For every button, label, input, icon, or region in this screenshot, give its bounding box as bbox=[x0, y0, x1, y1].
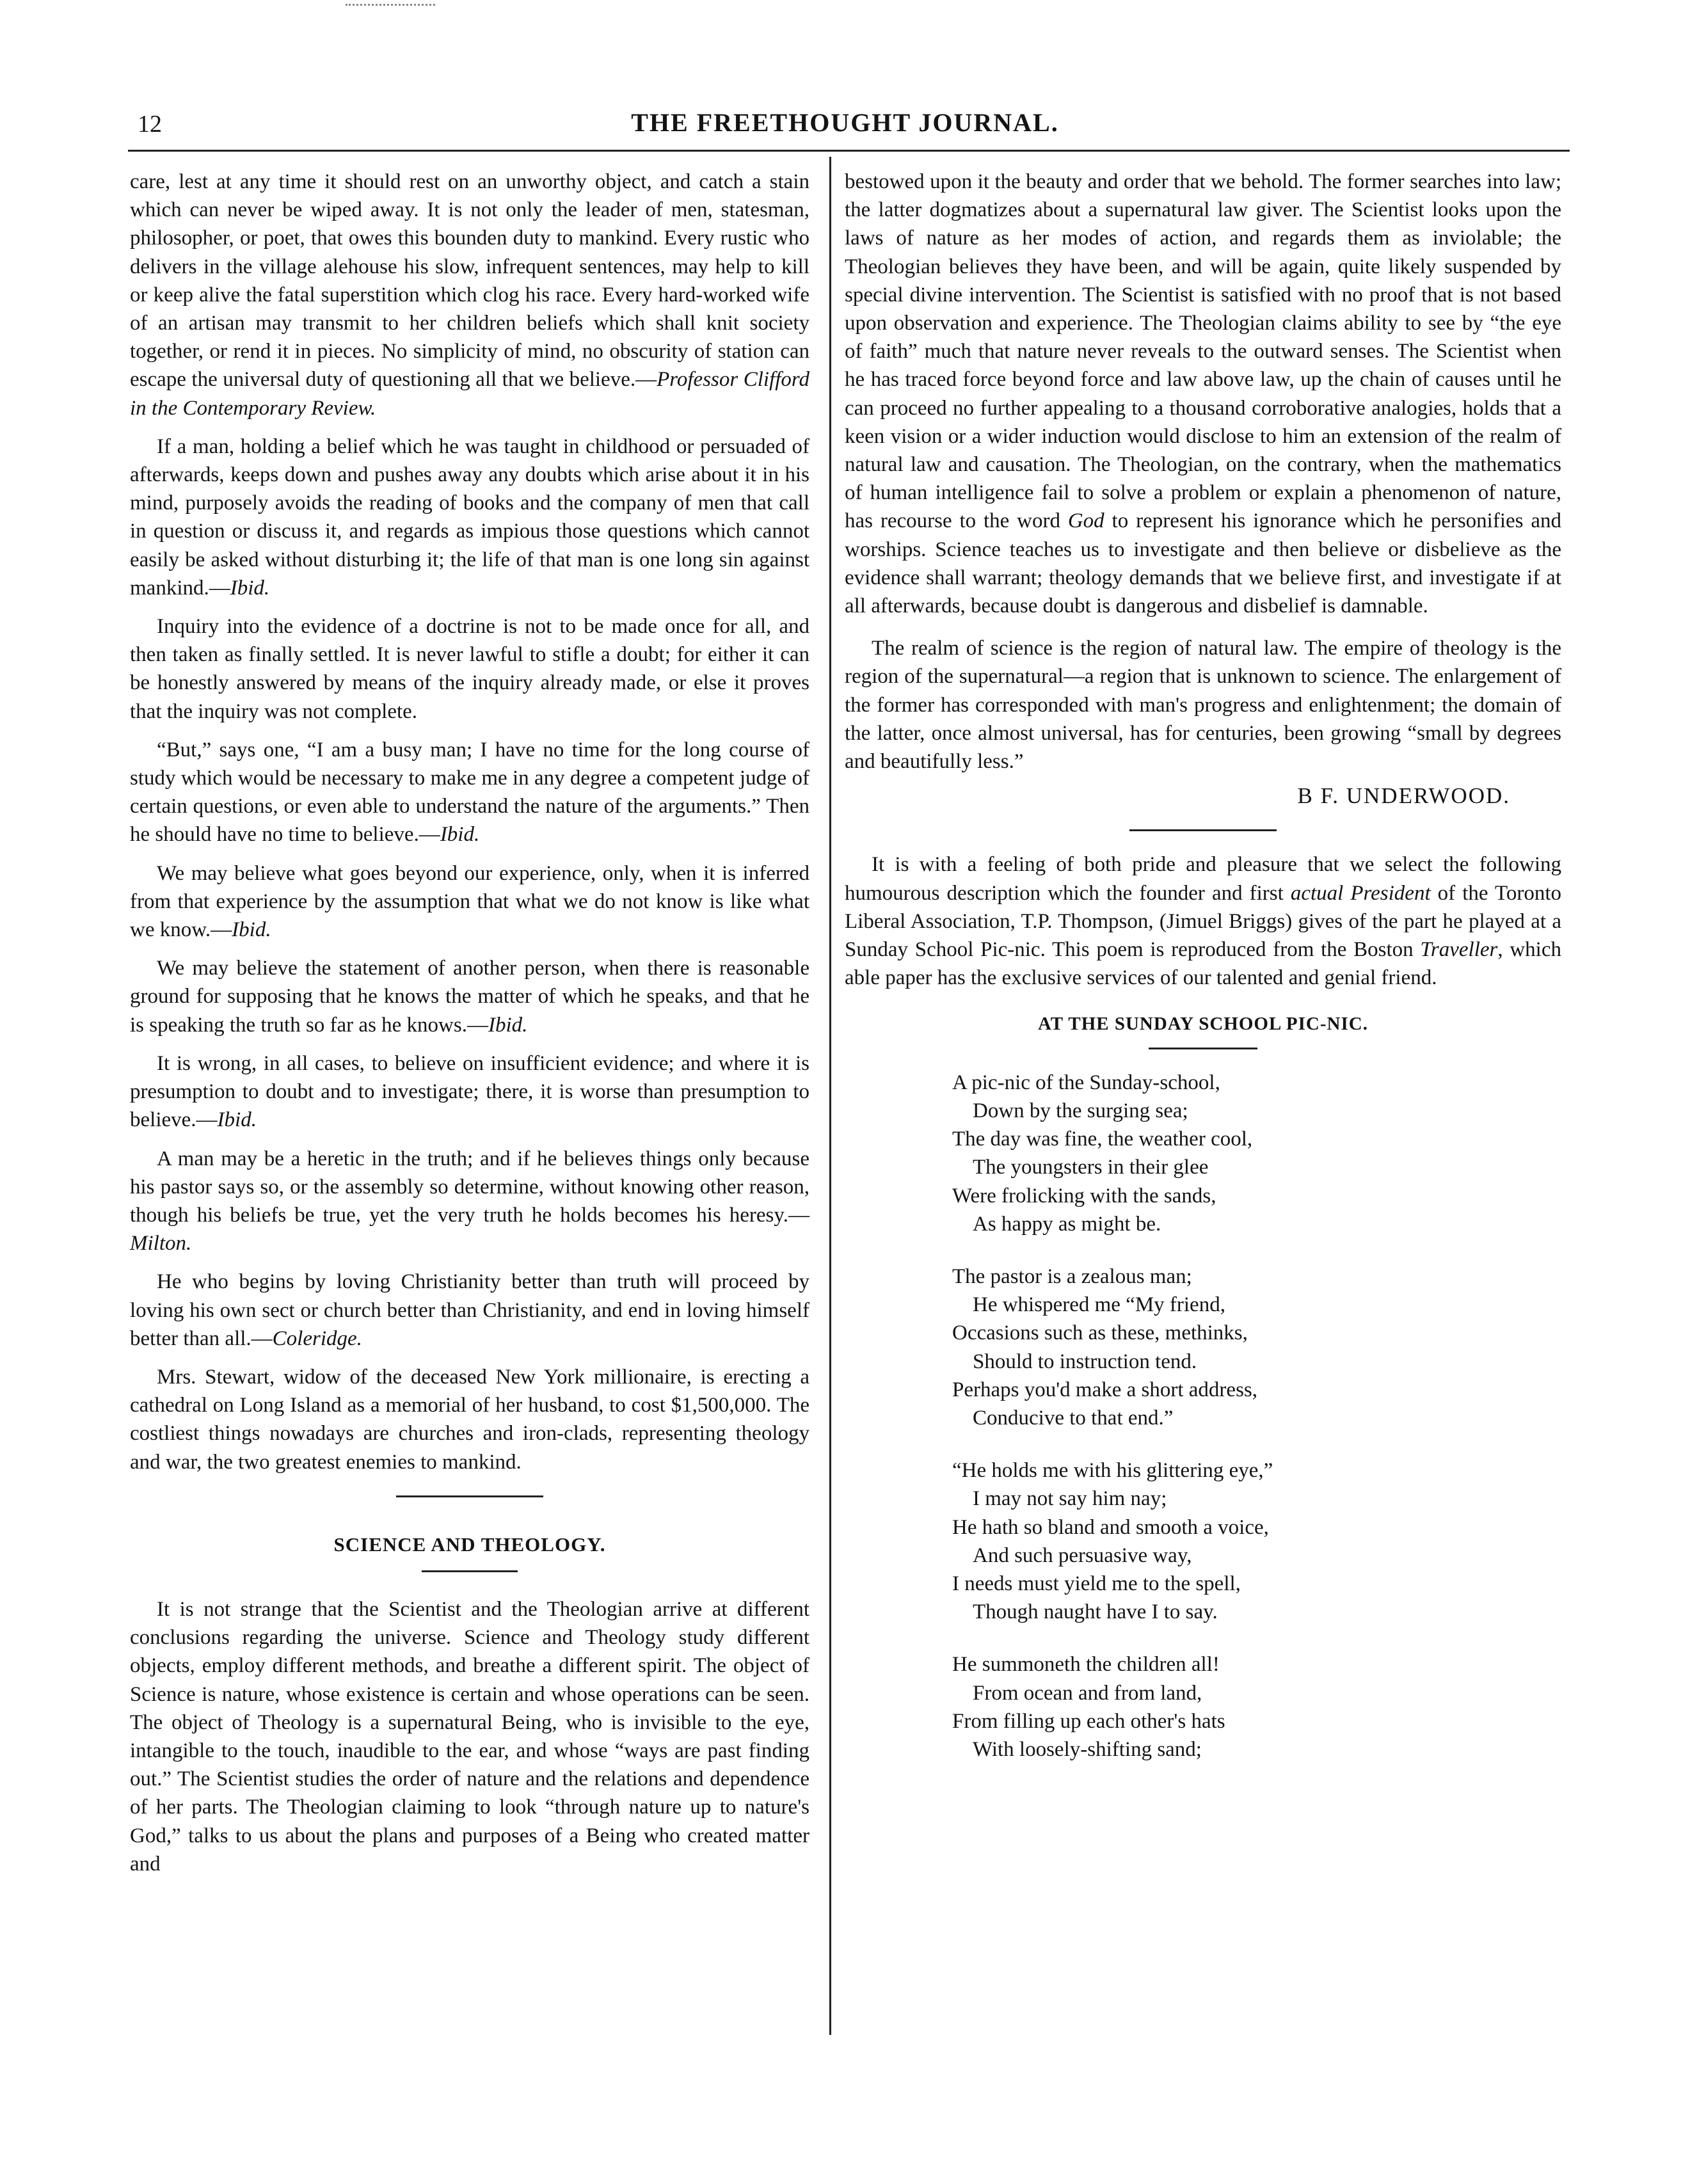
poem-line: The day was fine, the weather cool, bbox=[952, 1128, 1253, 1151]
section-rule bbox=[396, 1495, 543, 1497]
column-divider bbox=[829, 157, 831, 2035]
citation: Ibid. bbox=[440, 823, 480, 847]
print-artifact bbox=[346, 4, 435, 8]
poem-line: As happy as might be. bbox=[973, 1212, 1161, 1236]
poem-line: A pic-nic of the Sunday-school, bbox=[952, 1071, 1220, 1094]
poem-line: The pastor is a zealous man; bbox=[952, 1264, 1192, 1288]
intro-paragraph bbox=[845, 850, 1561, 992]
paragraph-text: care, lest at any time it should rest on an unworthy object, and catch a stain which can never be wiped away. It is not only the leader of men, statesman, philosopher, or poet, that owes this bounden duty to mankind. Every rustic who delivers in the village alehouse his slow, infrequent sentences, may help to kill or keep alive the fatal superstition which clog his race. Every hard-worked wife of an artisan may transmit to her children beliefs which shall knit society together, or rend it in pieces. No simplicity of mind, no obscurity of station can escape the universal duty of questioning all that we believe.— bbox=[130, 170, 809, 392]
poem-line: Were frolicking with the sands, bbox=[952, 1184, 1216, 1208]
citation: Ibid. bbox=[488, 1013, 528, 1037]
paragraph-text: A man may be a heretic in the truth; and if he believes things only because his pastor says so, or the assembly so determine, without knowing other reason, though his beliefs be true, yet the very truth he holds becomes his heresy.— bbox=[130, 1147, 809, 1227]
poem-line: Perhaps you'd make a short address, bbox=[952, 1378, 1258, 1401]
paragraph-text: bestowed upon it the beauty and order that we behold. The former searches into law; the latter dogmatizes about a supernatural law giver. The Scientist looks upon the laws of nature as her modes of action, and regards them as inviolable; the Theologian believes they have been, and will be again, quite likely suspended by special divine intervention. The Scientist is satisfied with no proof that is not based upon observation and experience. The Theologian claims ability to see by “the eye of faith” much that nature never reveals to the outward senses. The Scientist when he has traced force beyond force and law above law, up the chain of causes until he can proceed no further appealing to a thousand corroborative analogies, holds that a keen vision or a wider induction would disclose to him an extension of the realm of natural law and causation. The Theologian, on the contrary, when the mathematics of human intelligence fail to solve a problem or explain a phenomenon of nature, has recourse to the word bbox=[845, 170, 1561, 533]
emphasis: Traveller bbox=[1420, 938, 1498, 962]
paragraph-text: It is wrong, in all cases, to believe on insufficient evidence; and where it is presumption to doubt and to investigate; there, it is worse than presumption to believe.— bbox=[130, 1051, 809, 1132]
quote-paragraph bbox=[130, 736, 809, 849]
citation: Ibid. bbox=[232, 918, 271, 942]
page-number: 12 bbox=[138, 111, 162, 138]
left-column bbox=[130, 168, 809, 1888]
paragraph-text: , which able paper has the exclusive services of our talented and genial friend. bbox=[845, 938, 1561, 990]
paragraph-text: “But,” says one, “I am a busy man; I have no time for the long course of study which would be necessary to make me in any degree a competent judge of certain questions, or even able to understand the nature of the arguments.” Then he should have no time to believe.— bbox=[130, 738, 809, 847]
article-paragraph: It is not strange that the Scientist and the Theologian arrive at different conclusions regarding the universe. Science and Theology study different objects, employ different methods, and breathe a different spirit. The object of Science is nature, whose existence is certain and whose operations can be seen. The object of Theology is a supernatural Being, who is invisible to the eye, intangible to the touch, inaudible to the ear, and whose “ways are past finding out.” The Scientist studies the order of nature and the relations and dependence of her parts. The Theologian claiming to look “through nature up to nature's God,” talks to us about the plans and purposes of a Being who created matter and bbox=[130, 1597, 809, 1876]
journal-title: THE FREETHOUGHT JOURNAL. bbox=[631, 108, 1059, 137]
poem-line: He summoneth the children all! bbox=[952, 1653, 1220, 1677]
quote-paragraph bbox=[130, 1145, 809, 1258]
quote-paragraph bbox=[130, 859, 809, 945]
article-paragraph bbox=[845, 168, 1561, 620]
poem-line: With loosely-shifting sand; bbox=[973, 1737, 1202, 1761]
paragraph-text: He who begins by loving Christianity better than truth will proceed by loving his own sect or church better than Christianity, and end in loving himself better than all.— bbox=[130, 1270, 809, 1350]
poem-line: Conducive to that end.” bbox=[973, 1406, 1174, 1430]
emphasis: actual President bbox=[1290, 881, 1431, 905]
paragraph-text: We may believe what goes beyond our experience, only, when it is inferred from that experience by the assumption that what we do not know is like what we know.— bbox=[130, 861, 809, 942]
paragraph-text: We may believe the statement of another person, when there is reasonable ground for supposing that he knows the matter of which he speaks, and that he is speaking the truth so far as he knows.— bbox=[130, 957, 809, 1037]
poem-line: Should to instruction tend. bbox=[973, 1350, 1197, 1373]
poem-rule bbox=[1149, 1048, 1257, 1049]
poem-line: From ocean and from land, bbox=[973, 1681, 1202, 1705]
poem-line: I needs must yield me to the spell, bbox=[952, 1572, 1241, 1595]
article-paragraph: The realm of science is the region of natural law. The empire of theology is the region of the supernatural—a region that is unknown to science. The enlargement of the former has corresponded with man's progress and enlightenment; the domain of the latter, once almost universal, has for centuries, been growing “small by degrees and beautifully less.” bbox=[845, 637, 1561, 774]
header-rule bbox=[128, 150, 1570, 152]
poem-stanza bbox=[952, 1263, 1561, 1432]
news-paragraph: Mrs. Stewart, widow of the deceased New York millionaire, is erecting a cathedral on Long Island as a memorial of her husband, to cost $1,500,000. The costliest things nowadays are churches and iron-clads, representing theology and war, the two greatest enemies to mankind. bbox=[130, 1365, 809, 1474]
heading-rule bbox=[422, 1570, 518, 1572]
poem-line: Down by the surging sea; bbox=[973, 1099, 1188, 1122]
poem-stanza bbox=[952, 1456, 1561, 1626]
citation: Coleridge. bbox=[272, 1327, 362, 1350]
paragraph-text: If a man, holding a belief which he was taught in childhood or persuaded of afterwards, keeps down and pushes away any doubts which arise about it in his mind, purposely avoids the reading of books and the company of men that call in question or discuss it, and regards as impious those questions which cannot easily be asked without disturbing it; the life of that man is one long sin against mankind.— bbox=[130, 434, 809, 600]
author-signature: B F. UNDERWOOD. bbox=[1297, 783, 1510, 809]
poem-line: He whispered me “My friend, bbox=[973, 1293, 1225, 1317]
paragraph-text: of the Toronto Liberal Association, T.P. Thompson, (Jimuel Briggs) gives of the part he played at a Sunday School Pic-nic. This poem is reproduced from the Boston bbox=[845, 881, 1561, 962]
poem-line: The youngsters in their glee bbox=[973, 1156, 1209, 1179]
poem-line: “He holds me with his glittering eye,” bbox=[952, 1459, 1273, 1483]
citation: Professor Clifford in the Contemporary Review. bbox=[130, 368, 810, 420]
poem-stanza bbox=[952, 1069, 1561, 1238]
right-column bbox=[845, 168, 1561, 1788]
poem-line: He hath so bland and smooth a voice, bbox=[952, 1515, 1269, 1539]
citation: Milton. bbox=[130, 1232, 192, 1255]
poem-stanza bbox=[952, 1650, 1561, 1764]
paragraph-text: to represent his ignorance which he personifies and worships. Science teaches us to investigate and then believe or disbelieve as the evidence shall warrant; theology demands that we believe first, and investigate if at all afterwards, because doubt is dangerous and disbelief is damnable. bbox=[845, 509, 1561, 618]
emphasis: God bbox=[1067, 509, 1104, 533]
quote-paragraph bbox=[130, 612, 809, 726]
poem-line: I may not say him nay; bbox=[973, 1487, 1167, 1511]
quote-paragraph bbox=[130, 433, 809, 602]
citation: Ibid. bbox=[217, 1108, 257, 1132]
poem-line: From filling up each other's hats bbox=[952, 1709, 1225, 1733]
paragraph-text: Inquiry into the evidence of a doctrine is not to be made once for all, and then taken as finally settled. It is never lawful to stifle a doubt; for either it can be honestly answered by means of the inquiry already made, or else it proves that the inquiry was not complete. bbox=[130, 615, 809, 723]
poem-title: AT THE SUNDAY SCHOOL PIC-NIC. bbox=[1038, 1014, 1368, 1035]
quote-paragraph bbox=[130, 954, 809, 1039]
citation: Ibid. bbox=[230, 576, 270, 600]
paragraph-text: It is with a feeling of both pride and pleasure that we select the following humourous description which the founder and first bbox=[845, 853, 1561, 905]
poem-line: And such persuasive way, bbox=[973, 1543, 1192, 1567]
quote-paragraph bbox=[130, 1049, 809, 1135]
poem-line: Occasions such as these, methinks, bbox=[952, 1321, 1248, 1345]
section-rule bbox=[1129, 829, 1277, 831]
quote-paragraph bbox=[130, 168, 809, 422]
quote-paragraph bbox=[130, 1268, 809, 1353]
section-heading: SCIENCE AND THEOLOGY. bbox=[333, 1533, 606, 1556]
poem-line: Though naught have I to say. bbox=[973, 1600, 1218, 1624]
